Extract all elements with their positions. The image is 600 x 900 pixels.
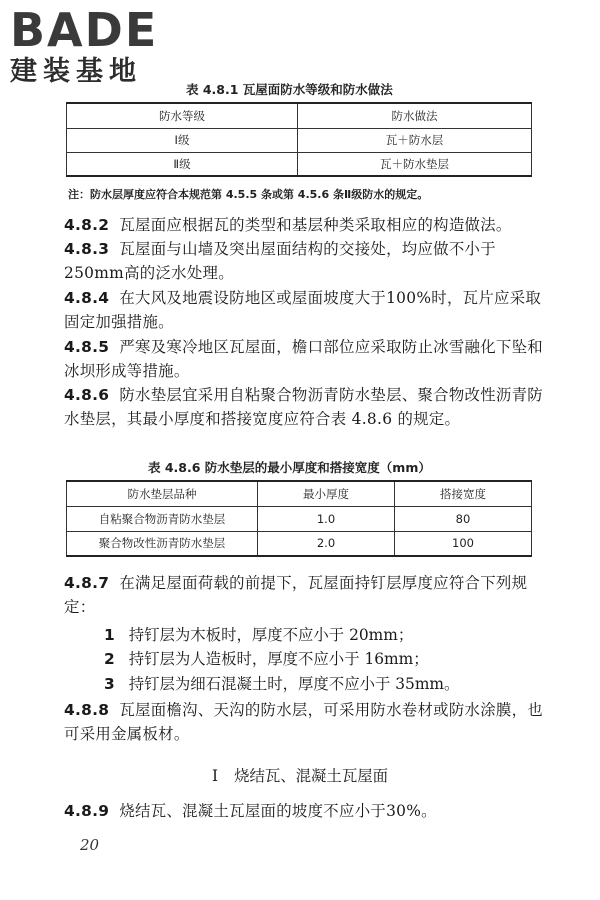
clause-4-8-4 [64,287,550,334]
table2-header-row [67,481,532,506]
item-number: 2 [104,650,115,668]
item-text: 持钉层为人造板时，厚度不应小于 16mm； [128,650,429,668]
clause-number: 4.8.5 [64,338,110,356]
table-cell: 瓦＋防水层 [298,128,532,152]
table-cell: Ⅱ级 [67,152,298,176]
logo-word: BADE [10,3,159,57]
table2-header-cell: 搭接宽度 [395,481,532,506]
table2-caption: 表 4.8.6 防水垫层的最小厚度和搭接宽度（mm） [148,460,431,475]
table-cell: 自粘聚合物沥青防水垫层 [67,506,258,531]
item-number: 1 [104,626,115,644]
table-cell: 1.0 [258,506,395,531]
clause-text: 瓦屋面应根据瓦的类型和基层种类采取相应的构造做法。 [119,216,512,234]
clause-number: 4.8.8 [64,701,110,719]
clause-4-8-3 [64,238,550,285]
table1-header-cell: 防水等级 [67,103,298,128]
list-item [104,673,459,697]
table-row [67,128,532,152]
clause-4-8-5 [64,336,550,383]
table-row [67,531,532,556]
clause-number: 4.8.6 [64,386,110,404]
table1-header-row [67,103,532,128]
clause-4-8-8 [64,699,550,746]
table-cell: 80 [395,506,532,531]
brand-logo [10,3,180,88]
item-number: 3 [104,675,115,693]
clause-number: 4.8.4 [64,289,110,307]
table-cell: 100 [395,531,532,556]
table2-header-cell: 最小厚度 [258,481,395,506]
clause-number: 4.8.2 [64,216,110,234]
table-row [67,152,532,176]
clause-number: 4.8.3 [64,240,110,258]
table1-caption: 表 4.8.1 瓦屋面防水等级和防水做法 [186,82,393,97]
table1 [66,102,532,177]
table-cell: 瓦＋防水垫层 [298,152,532,176]
clause-text: 在满足屋面荷载的前提下，瓦屋面持钉层厚度应符合下列规定： [64,574,528,616]
table-row [67,506,532,531]
clause-4-8-9 [64,800,550,824]
section-title: 烧结瓦、混凝土瓦屋面 [234,767,388,785]
section-heading [0,764,600,786]
table-cell: 2.0 [258,531,395,556]
clause-4-8-7 [64,572,550,619]
clause-number: 4.8.9 [64,802,110,820]
table1-note: 注：防水层厚度应符合本规范第 4.5.5 条或第 4.5.6 条Ⅱ级防水的规定。 [68,188,429,201]
clause-text: 烧结瓦、混凝土瓦屋面的坡度不应小于30%。 [119,802,437,820]
table-cell: 聚合物改性沥青防水垫层 [67,531,258,556]
clause-text: 瓦屋面与山墙及突出屋面结构的交接处，均应做不小于250mm高的泛水处理。 [64,240,496,282]
table2-header-cell: 防水垫层品种 [67,481,258,506]
section-roman: Ⅰ [211,767,219,785]
clause-4-8-2 [64,214,550,238]
clause-text: 在大风及地震设防地区或屋面坡度大于100%时，瓦片应采取固定加强措施。 [64,289,542,331]
page-number: 20 [80,836,100,854]
item-text: 持钉层为木板时，厚度不应小于 20mm； [128,626,414,644]
table1-header-cell: 防水做法 [298,103,532,128]
clause-text: 严寒及寒冷地区瓦屋面，檐口部位应采取防止冰雪融化下坠和冰坝形成等措施。 [64,338,543,380]
clause-text: 瓦屋面檐沟、天沟的防水层，可采用防水卷材或防水涂膜，也可采用金属板材。 [64,701,543,743]
item-text: 持钉层为细石混凝土时，厚度不应小于 35mm。 [128,675,460,693]
clause-number: 4.8.7 [64,574,110,592]
table2 [66,480,532,557]
table-cell: Ⅰ级 [67,128,298,152]
clause-4-8-6 [64,384,550,431]
logo-subtitle: 建装基地 [10,56,142,87]
list-item [104,624,413,648]
clause-text: 防水垫层宜采用自粘聚合物沥青防水垫层、聚合物改性沥青防水垫层，其最小厚度和搭接宽度应符合表 4.8.6 的规定。 [64,386,543,428]
list-item [104,648,429,672]
